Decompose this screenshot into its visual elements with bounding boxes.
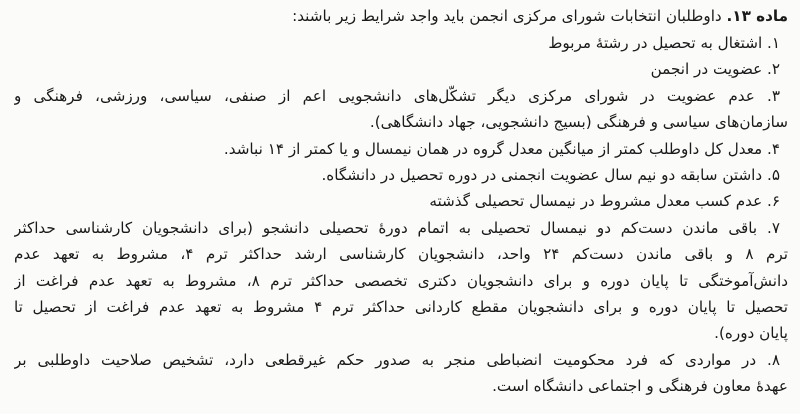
condition-7-line-5: پایان دوره). — [714, 324, 788, 343]
condition-5: ۵. داشتن سابقه دو نیم سال عضویت انجمنی در دوره تحصیل در دانشگاه. — [321, 165, 780, 184]
condition-3-line-2: سازمان‌های سیاسی و فرهنگی (بسیج دانشجویی، جهاد دانشگاهی). — [369, 113, 788, 132]
condition-8-line-2: عهدهٔ معاون فرهنگی و اجتماعی دانشگاه است. — [492, 377, 788, 396]
condition-4: ۴. معدل کل داوطلب کمتر از میانگین معدل گروه در همان نیمسال و یا کمتر از ۱۴ نباشد. — [223, 139, 780, 158]
condition-7-line-3: دانش‌آموختگی تا پایان دوره و برای دانشجویان دکتری تخصصی حداکثر ترم ۸، مشروط به تعهد عدم فراغت از — [14, 271, 788, 290]
condition-1: ۱. اشتغال به تحصیل در رشتهٔ مربوط — [548, 34, 780, 52]
article-intro: داوطلبان انتخابات شورای مرکزی انجمن باید واجد شرایط زیر باشند: — [292, 7, 727, 25]
condition-6: ۶. عدم کسب معدل مشروط در نیمسال تحصیلی گذشته — [429, 192, 780, 211]
condition-2: ۲. عضویت در انجمن — [650, 60, 780, 79]
condition-3-line-1: ۳. عدم عضویت در شورای مرکزی دیگر تشکّل‌های دانشجویی اعم از صنفی، سیاسی، ورزشی، فرهنگی و — [14, 86, 780, 105]
article-heading — [14, 2, 788, 30]
condition-8-line-1: ۸. در مواردی که فرد محکومیت انضباطی منجر به صدور حکم غیرقطعی دارد، تشخیص صلاحیت داوطلبی بر — [14, 350, 780, 369]
condition-7-line-4: تحصیل تا پایان دوره و برای دانشجویان مقطع کاردانی حداکثر ترم ۴ مشروط به تعهد عدم فراغت از تحصیل تا — [14, 297, 788, 316]
condition-7-line-1: ۷. باقی ماندن دست‌کم دو نیمسال تحصیلی به اتمام دورهٔ تحصیلی دانشجو (برای دانشجویان کارشناسی حداکثر — [14, 218, 780, 237]
article-number: ماده ۱۳. — [726, 7, 788, 25]
condition-7-line-2: ترم ۸ و باقی ماندن دست‌کم ۲۴ واحد، دانشجویان کارشناسی ارشد حداکثر ترم ۴، مشروط به تعهد عدم — [14, 245, 788, 264]
